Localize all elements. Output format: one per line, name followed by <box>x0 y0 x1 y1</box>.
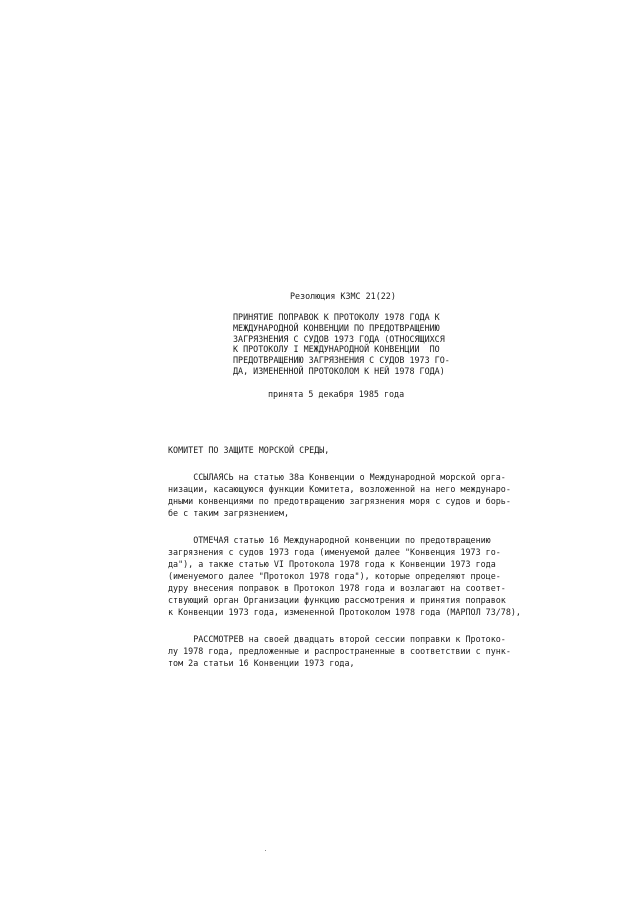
paragraph-line: ССЫЛАЯСЬ на статью 38а Конвенции о Международной морской орга- <box>168 472 506 482</box>
paragraph-line: дуру внесения поправок в Протокол 1978 года и возлагают на соответ- <box>168 583 506 593</box>
paragraph-line: дными конвенциями по предотвращению загрязнения моря с судов и борь- <box>168 496 511 506</box>
paragraph-line: РАССМОТРЕВ на своей двадцать второй сессии поправки к Протоко- <box>168 634 506 644</box>
paragraph-line: бе с таким загрязнением, <box>168 508 290 518</box>
paragraph-line: загрязнения с судов 1973 года (именуемой далее "Конвенция 1973 го- <box>168 547 501 557</box>
title-line: ЗАГРЯЗНЕНИЯ С СУДОВ 1973 ГОДА (ОТНОСЯЩИХСЯ <box>233 334 445 344</box>
paragraph-line: ствующий орган Организации функцию рассмотрения и принятия поправок <box>168 595 506 605</box>
resolution-header: Резолюция КЗМС 21(22) <box>290 291 396 301</box>
paragraph-line: (именуемого далее "Протокол 1978 года"), которые определяют проце- <box>168 571 501 581</box>
title-line: ПРИНЯТИЕ ПОПРАВОК К ПРОТОКОЛУ 1978 ГОДА К <box>233 312 440 322</box>
title-line: МЕЖДУНАРОДНОЙ КОНВЕНЦИИ ПО ПРЕДОТВРАЩЕНИЮ <box>233 323 440 333</box>
title-line: ДА, ИЗМЕНЕННОЙ ПРОТОКОЛОМ К НЕЙ 1978 ГОДА) <box>233 366 445 376</box>
paragraph-line: лу 1978 года, предложенные и распространенные в соответствии с пунк- <box>168 646 511 656</box>
title-line: ПРЕДОТВРАЩЕНИЮ ЗАГРЯЗНЕНИЯ С СУДОВ 1973 ГО- <box>233 355 450 365</box>
paragraph-line: низации, касающуюся функции Комитета, возложенной на него междунаро- <box>168 484 511 494</box>
title-line: К ПРОТОКОЛУ I МЕЖДУНАРОДНОЙ КОНВЕНЦИИ ПО <box>233 344 440 354</box>
adoption-date: принята 5 декабря 1985 года <box>268 389 405 399</box>
paragraph-line: к Конвенции 1973 года, измененной Протоколом 1978 года (МАРПОЛ 73/78), <box>168 607 521 617</box>
scan-speck <box>265 850 266 851</box>
committee-heading: КОМИТЕТ ПО ЗАЩИТЕ МОРСКОЙ СРЕДЫ, <box>168 445 330 455</box>
paragraph-line: ОТМЕЧАЯ статью 16 Международной конвенции по предотвращению <box>168 535 491 545</box>
paragraph-line: да"), а также статью VI Протокола 1978 года к Конвенции 1973 года <box>168 559 496 569</box>
paragraph-line: том 2а статьи 16 Конвенции 1973 года, <box>168 658 355 668</box>
